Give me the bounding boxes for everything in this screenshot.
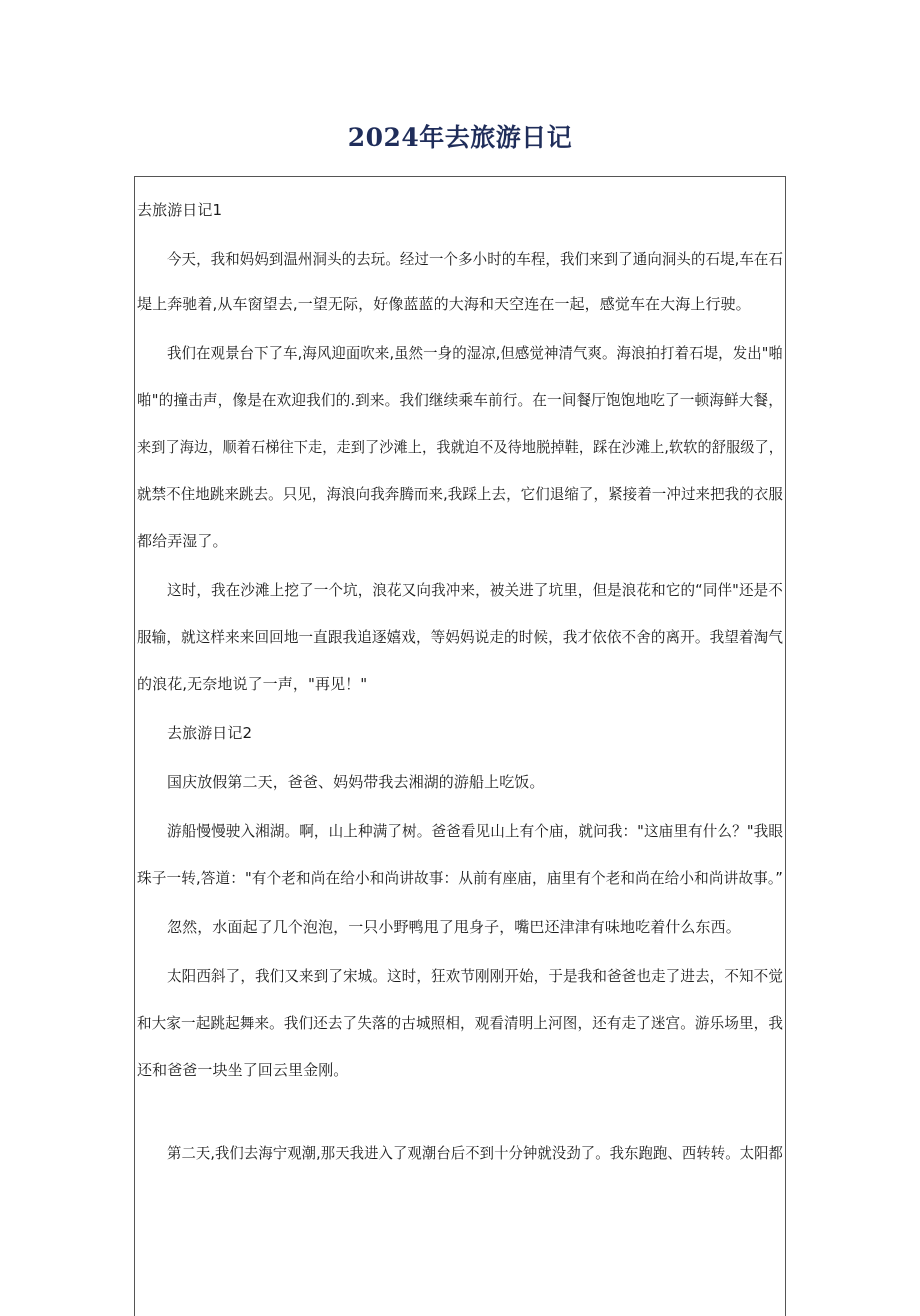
- paragraph: [137, 1135, 785, 1171]
- paragraph-line: 国庆放假第二天，爸爸、妈妈带我去湘湖的游船上吃饭。: [167, 773, 545, 791]
- paragraph: [137, 764, 785, 800]
- paragraph-line: 太阳西斜了，我们又来到了宋城。这时，狂欢节刚刚开始，于是我和爸爸也走了进去，不知不觉: [167, 967, 784, 985]
- document-title: 2024年去旅游日记: [347, 123, 573, 152]
- paragraph-line: 服输，就这样来来回回地一直跟我追逐嬉戏，等妈妈说走的时候，我才依依不舍的离开。我望着淘气: [137, 628, 784, 646]
- section-heading: 去旅游日记1: [137, 201, 223, 219]
- paragraph-line: 来到了海边，顺着石梯往下走，走到了沙滩上，我就迫不及待地脱掉鞋，踩在沙滩上,软软的舒服级了，: [137, 438, 783, 456]
- paragraph-line: 都给弄湿了。: [137, 532, 228, 550]
- paragraph-line: 的浪花,无奈地说了一声，"再见！": [137, 675, 368, 693]
- paragraph-line: 珠子一转,答道："有个老和尚在给小和尚讲故事：从前有座庙，庙里有个老和尚在给小和尚讲故事。”: [137, 869, 784, 887]
- paragraph-line: 和大家一起跳起舞来。我们还去了失落的古城照相，观看清明上河图，还有走了迷宫。游乐场里，我: [137, 1014, 784, 1032]
- paragraph: [137, 909, 785, 945]
- paragraph-line: 就禁不住地跳来跳去。只见，海浪向我奔腾而来,我踩上去，它们退缩了，紧接着一冲过来把我的衣服: [137, 485, 783, 503]
- paragraph-line: 忽然，水面起了几个泡泡，一只小野鸭甩了甩身子，嘴巴还津津有味地吃着什么东西。: [167, 918, 741, 936]
- paragraph-line: 这时，我在沙滩上挖了一个坑，浪花又向我冲来，被关进了坑里，但是浪花和它的“同伴"还是不: [167, 581, 783, 599]
- paragraph-line: 堤上奔驰着,从车窗望去,一望无际，好像蓝蓝的大海和天空连在一起，感觉车在大海上行驶。: [137, 295, 751, 313]
- section-heading: 去旅游日记2: [167, 724, 253, 742]
- paragraph: [137, 572, 785, 702]
- paragraph-line: 今天，我和妈妈到温州洞头的去玩。经过一个多小时的车程，我们来到了通向洞头的石堤,车在石: [167, 250, 784, 268]
- paragraph: [137, 958, 785, 1088]
- document-body: [137, 176, 785, 1171]
- paragraph: [137, 335, 785, 559]
- paragraph: [137, 813, 785, 896]
- paragraph-line: 第二天,我们去海宁观潮,那天我进入了观潮台后不到十分钟就没劲了。我东跑跑、西转转。太阳都: [167, 1144, 784, 1162]
- paragraph-line: 啪"的撞击声，像是在欢迎我们的.到来。我们继续乘车前行。在一间餐厅饱饱地吃了一顿海鲜大餐，: [137, 391, 784, 409]
- paragraph-line: 我们在观景台下了车,海风迎面吹来,虽然一身的湿凉,但感觉神清气爽。海浪拍打着石堤，发出"啪: [167, 344, 783, 362]
- paragraph-line: 还和爸爸一块坐了回云里金刚。: [137, 1061, 349, 1079]
- paragraph-line: 游船慢慢驶入湘湖。啊，山上种满了树。爸爸看见山上有个庙，就问我："这庙里有什么？"我眼: [167, 822, 784, 840]
- paragraph: [137, 241, 785, 322]
